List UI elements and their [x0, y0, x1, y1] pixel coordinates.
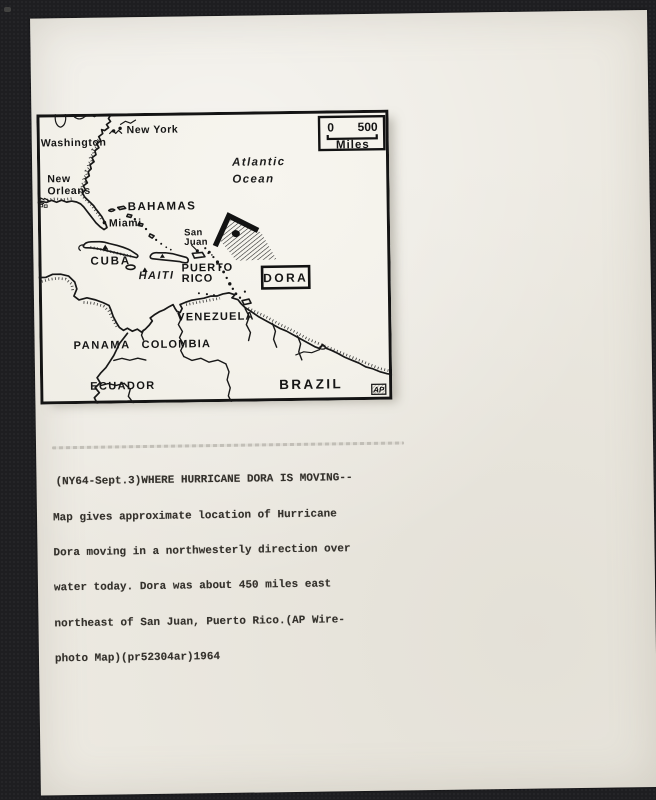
scale-zero: 0 [327, 120, 335, 135]
label-puerto-rico-2: RICO [181, 272, 214, 286]
map-drawing [36, 110, 392, 405]
caption-line: northeast of San Juan, Puerto Rico.(AP Wire- [54, 614, 346, 631]
new-york-dot [118, 127, 121, 130]
ap-credit [372, 384, 386, 394]
caption [52, 417, 428, 690]
caption-line: water today. Dora was about 450 miles east [53, 578, 332, 595]
north-america-coast [36, 113, 137, 230]
label-puerto-rico-1: PUERTO [181, 261, 234, 275]
label-new-york: New York [126, 123, 179, 137]
caption-line: photo Map)(pr52304ar)1964 [54, 651, 221, 666]
label-colombia: COLOMBIA [141, 338, 212, 352]
label-panama: PANAMA [73, 339, 131, 353]
label-miami: Miami [108, 217, 142, 230]
scale-max: 500 [357, 119, 378, 135]
label-san-juan-2: Juan [184, 236, 209, 248]
hurricane-dora-symbol-icon [215, 215, 277, 261]
caption-line: Dora moving in a northwesterly direction over [53, 543, 351, 560]
label-new-orleans-1: New [47, 173, 71, 186]
label-atlantic: Atlantic [232, 156, 286, 169]
label-washington: Washington [40, 136, 107, 150]
label-ocean: Ocean [232, 173, 275, 186]
label-cuba: CUBA [90, 255, 131, 268]
ap-logo: AP [373, 385, 385, 395]
label-new-orleans-2: Orleans [47, 184, 91, 198]
label-san-juan-1: San [183, 227, 203, 239]
label-brazil: BRAZIL [279, 376, 344, 393]
dora-label: DORA [263, 270, 309, 286]
caption-slip-edge [52, 441, 404, 449]
trinidad-island [242, 299, 251, 305]
scale-box [319, 116, 384, 151]
photo-paper [30, 10, 656, 796]
scanner-speck [4, 7, 11, 12]
label-bahamas: BAHAMAS [127, 200, 197, 214]
caption-line: Map gives approximate location of Hurricane [52, 507, 337, 524]
label-venezuela: VENEZUELA [177, 310, 255, 324]
hurricane-map [36, 110, 392, 405]
scale-unit: Miles [335, 138, 370, 152]
caption-line: (NY64-Sept.3)WHERE HURRICANE DORA IS MOVING-- [55, 472, 353, 489]
label-haiti: HAITI [138, 269, 175, 283]
label-ecuador: ECUADOR [90, 379, 156, 393]
dora-label-box [262, 266, 309, 288]
